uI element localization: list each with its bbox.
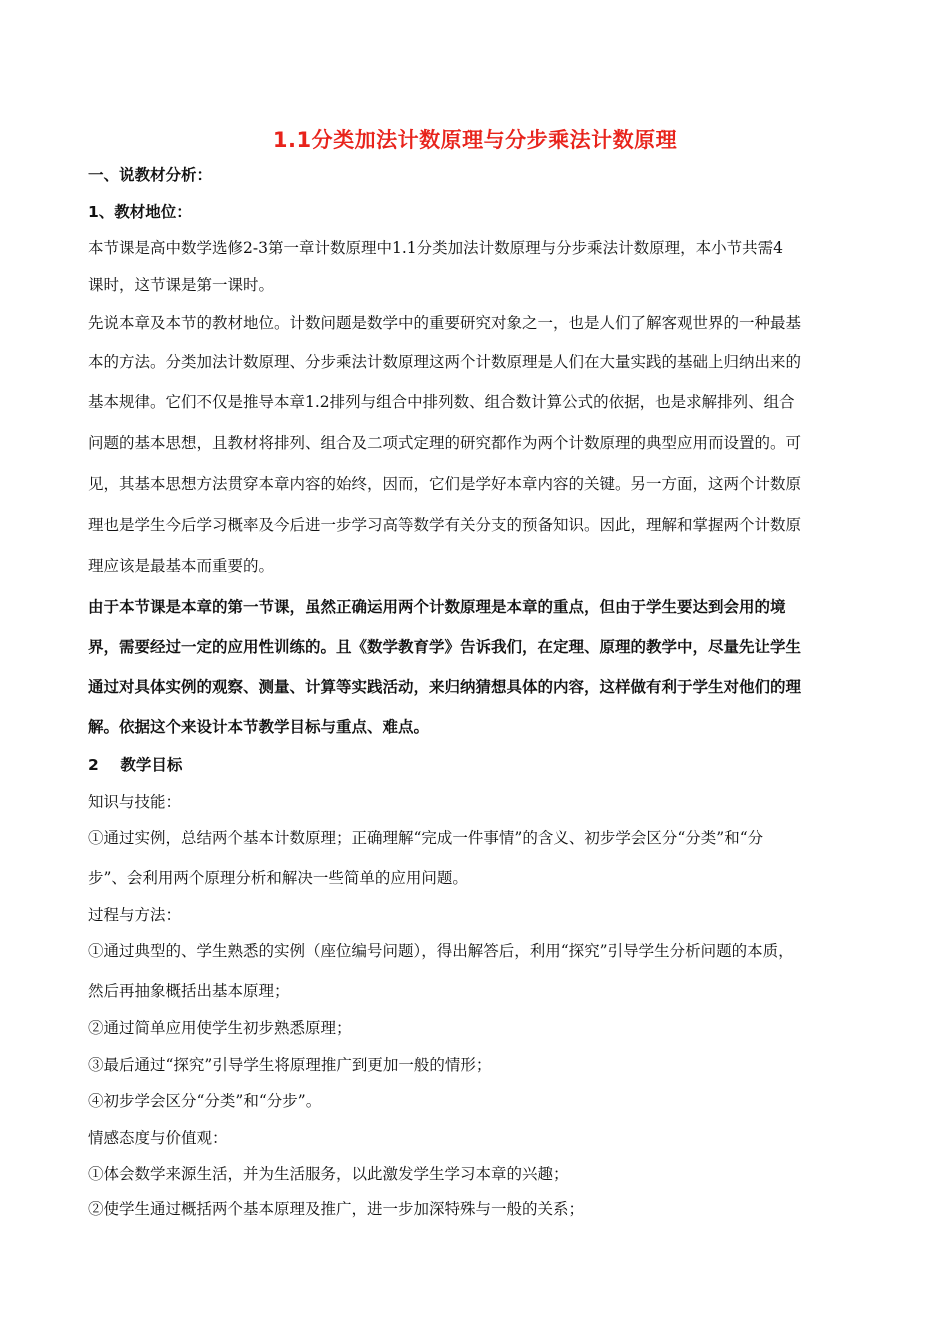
paragraph-line: ②通过简单应用使学生初步熟悉原理； [88,1019,352,1037]
paragraph-line: 情感态度与价值观： [88,1129,228,1147]
paragraph-line: 本的方法。分类加法计数原理、分步乘法计数原理这两个计数原理是人们在大量实践的基础上归纳出来的 [88,353,802,371]
paragraph-line: 基本规律。它们不仅是推导本章1.2排列与组合中排列数、组合数计算公式的依据，也是求解排列、组合 [88,393,795,411]
paragraph-line: 课时，这节课是第一课时。 [88,276,275,294]
paragraph-line: ①通过实例，总结两个基本计数原理；正确理解“完成一件事情”的含义、初步学会区分“分类”和“分 [88,829,764,847]
paragraph-line: ③最后通过“探究”引导学生将原理推广到更加一般的情形； [88,1056,492,1074]
paragraph-line: ①体会数学来源生活，并为生活服务，以此激发学生学习本章的兴趣； [88,1165,569,1183]
paragraph-line: 理也是学生今后学习概率及今后进一步学习高等数学有关分支的预备知识。因此，理解和掌握两个计数原 [88,516,802,534]
paragraph-line: 见，其基本思想方法贯穿本章内容的始终，因而，它们是学好本章内容的关键。另一方面，这两个计数原 [88,475,802,493]
bold-paragraph-line: 通过对具体实例的观察、测量、计算等实践活动，来归纳猜想具体的内容，这样做有利于学生对他们的理 [88,677,802,696]
paragraph-line: 本节课是高中数学选修2-3第一章计数原理中1.1分类加法计数原理与分步乘法计数原理，本小节共需4 [88,239,783,257]
paragraph-line: 步”、会利用两个原理分析和解决一些简单的应用问题。 [88,869,468,887]
section-heading: 一、说教材分析： [88,166,213,184]
bold-paragraph-line: 解。依据这个来设计本节教学目标与重点、难点。 [88,717,430,736]
paragraph-line: 知识与技能： [88,793,182,811]
paragraph-line: 理应该是最基本而重要的。 [88,557,275,575]
paragraph-line: 过程与方法： [88,906,182,924]
document-title: 1.1分类加法计数原理与分步乘法计数原理 [272,128,678,152]
subsection-heading: 1、教材地位： [88,203,192,221]
paragraph-line: 先说本章及本节的教材地位。计数问题是数学中的重要研究对象之一，也是人们了解客观世界的一种最基 [88,314,802,332]
paragraph-line: ④初步学会区分“分类”和“分步”。 [88,1092,322,1110]
paragraph-line: ②使学生通过概括两个基本原理及推广，进一步加深特殊与一般的关系； [88,1200,585,1218]
bold-paragraph-line: 界，需要经过一定的应用性训练的。且《数学教育学》告诉我们，在定理、原理的教学中，尽量先让学生 [88,637,802,656]
bold-paragraph-line: 由于本节课是本章的第一节课，虽然正确运用两个计数原理是本章的重点，但由于学生要达到会用的境 [88,597,786,616]
paragraph-line: ①通过典型的、学生熟悉的实例（座位编号问题），得出解答后，利用“探究”引导学生分析问题的本质， [88,942,794,960]
subsection-heading: 2 教学目标 [88,756,183,774]
paragraph-line: 然后再抽象概括出基本原理； [88,982,290,1000]
paragraph-line: 问题的基本思想，且教材将排列、组合及二项式定理的研究都作为两个计数原理的典型应用而设置的。可 [88,434,802,452]
